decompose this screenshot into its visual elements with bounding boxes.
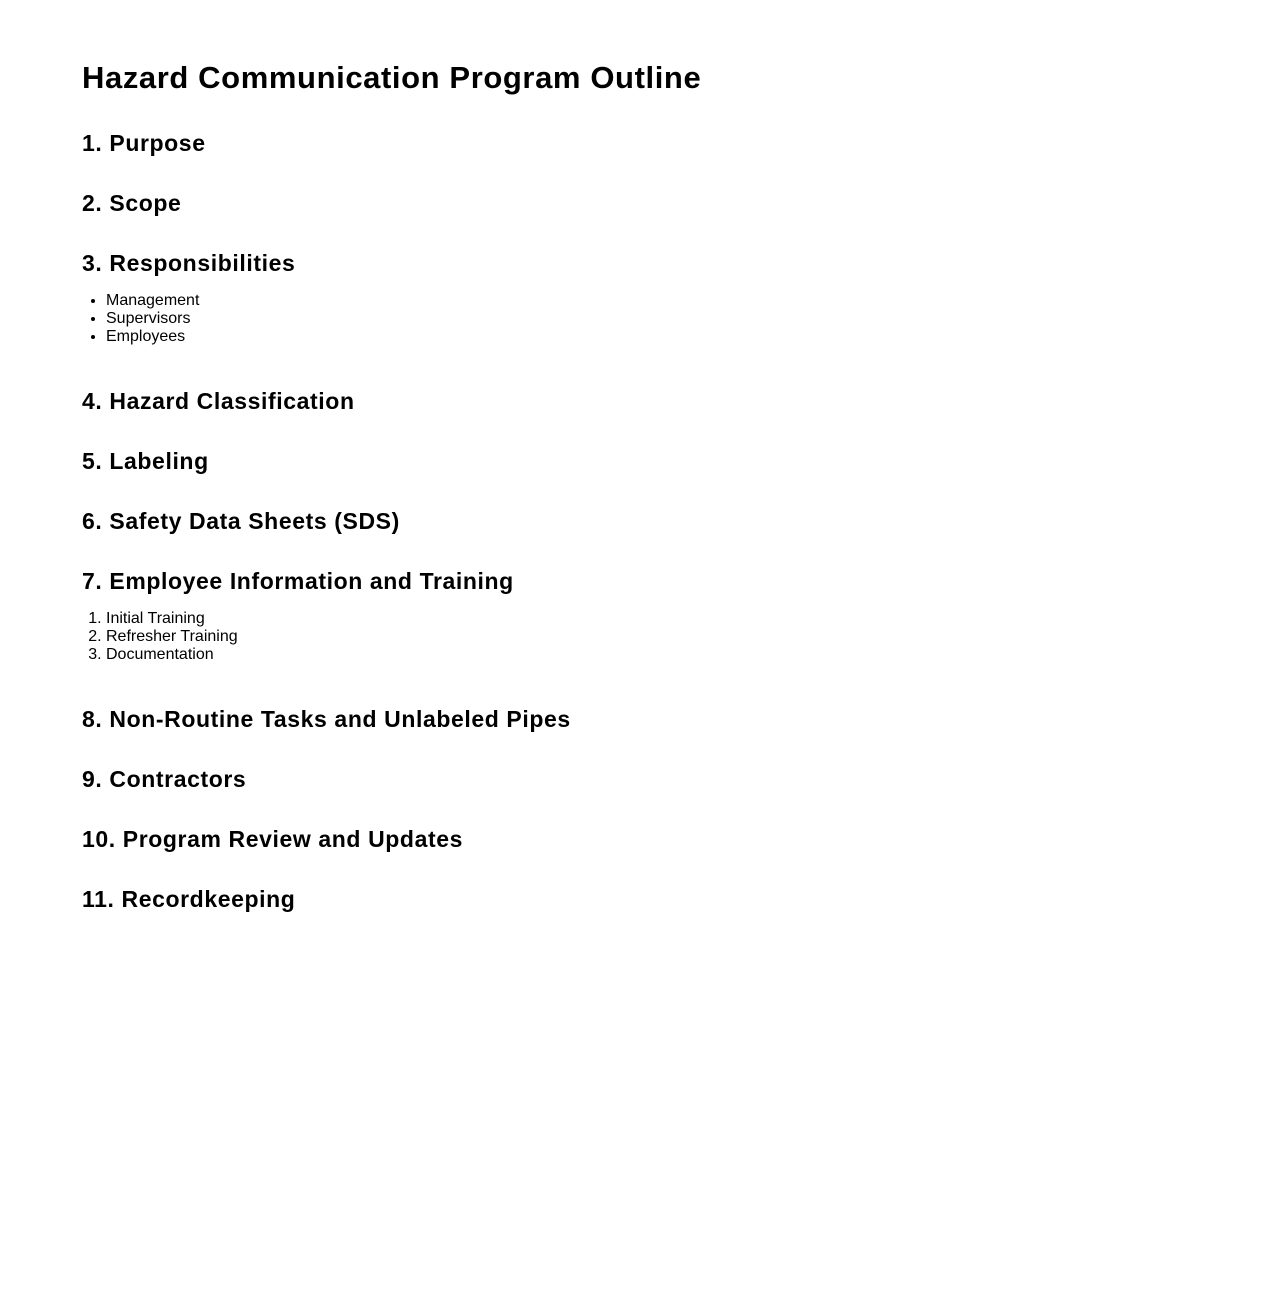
section-responsibilities xyxy=(82,248,1196,346)
section-contractors xyxy=(82,764,1196,794)
list-item: 2. Refresher Training xyxy=(106,628,1196,646)
section-heading: 11. Recordkeeping xyxy=(82,886,296,912)
section-scope xyxy=(82,188,1196,218)
list-item: 3. Documentation xyxy=(106,646,1196,664)
list-item: 1. Initial Training xyxy=(106,610,1196,628)
section-heading: 6. Safety Data Sheets (SDS) xyxy=(82,508,400,534)
section-program-review xyxy=(82,824,1196,854)
section-safety-data-sheets xyxy=(82,506,1196,536)
list-item: • Management xyxy=(106,292,1196,310)
section-heading: 3. Responsibilities xyxy=(82,250,296,276)
section-heading: 5. Labeling xyxy=(82,448,209,474)
page-title: Hazard Communication Program Outline xyxy=(82,60,702,95)
section-heading: 9. Contractors xyxy=(82,766,247,792)
section-hazard-classification xyxy=(82,386,1196,416)
section-heading: 1. Purpose xyxy=(82,130,206,156)
section-recordkeeping xyxy=(82,884,1196,914)
section-heading: 4. Hazard Classification xyxy=(82,388,355,414)
responsibilities-list xyxy=(82,292,1196,346)
list-item: • Supervisors xyxy=(106,310,1196,328)
section-heading: 2. Scope xyxy=(82,190,182,216)
training-list xyxy=(82,610,1196,664)
section-heading: 7. Employee Information and Training xyxy=(82,568,514,594)
section-non-routine-tasks xyxy=(82,704,1196,734)
section-heading: 10. Program Review and Updates xyxy=(82,826,464,852)
section-heading: 8. Non-Routine Tasks and Unlabeled Pipes xyxy=(82,706,571,732)
list-item: • Employees xyxy=(106,328,1196,346)
section-employee-training xyxy=(82,566,1196,664)
section-labeling xyxy=(82,446,1196,476)
section-purpose xyxy=(82,128,1196,158)
